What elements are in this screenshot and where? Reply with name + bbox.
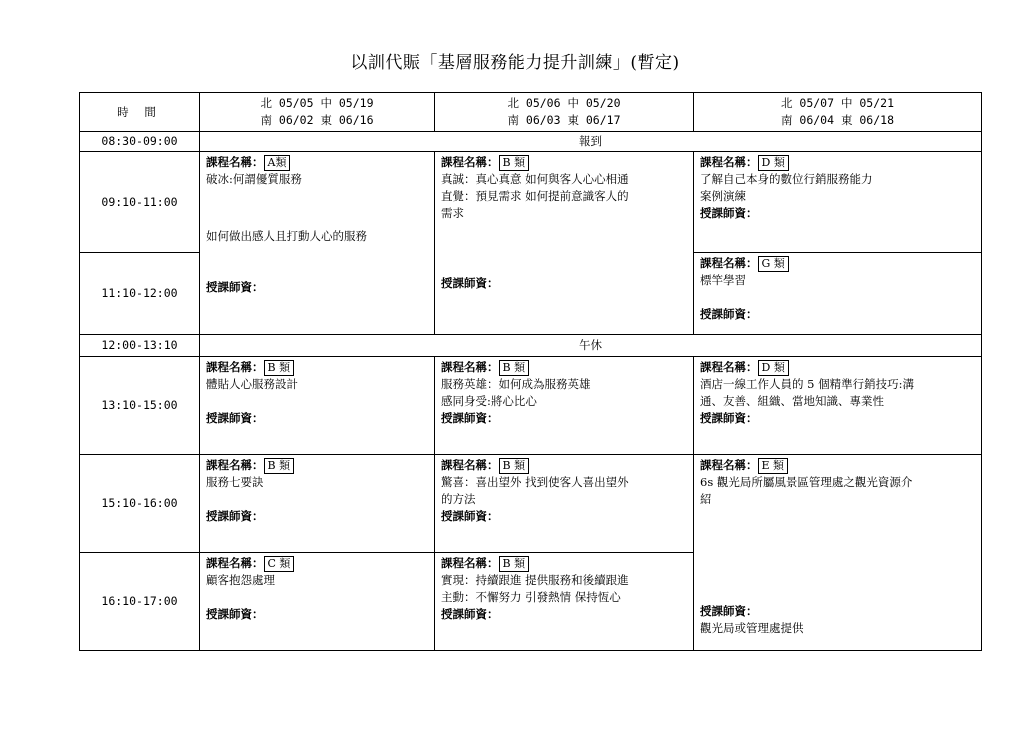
course-line: 酒店一線工作人員的 5 個精準行銷技巧:溝 [700,377,915,391]
teacher-label: 授課師資： [441,411,499,425]
course-line: 6s 觀光局所屬風景區管理處之觀光資源介 [700,475,913,489]
category-badge: B 類 [499,458,530,474]
teacher-label: 授課師資： [206,280,264,294]
teacher-label: 授課師資： [441,607,499,621]
course-cell-d2-am [435,152,694,335]
day1-header [200,93,435,132]
course-cell-d1-p3 [200,553,435,651]
course-cell-d2-p3 [435,553,694,651]
day2-header [435,93,694,132]
row-0910 [80,152,982,253]
course-cell-d3-p2 [694,455,982,651]
course-line: 需求 [441,206,464,220]
document-title: 以訓代賑「基層服務能力提升訓練」(暫定) [350,53,680,73]
teacher-label: 授課師資： [206,509,264,523]
course-line: 破冰:何謂優質服務 [206,172,302,186]
course-line: 案例演練 [700,189,746,203]
row-1510 [80,455,982,553]
time-header: 時 間 [80,93,200,132]
course-label: 課程名稱： [700,458,758,472]
course-line: 的方法 [441,492,476,506]
course-line: 體貼人心服務設計 [206,377,298,391]
teacher-label: 授課師資： [441,276,499,290]
teacher-value: 觀光局或管理處提供 [700,621,804,635]
course-cell-d1-am [200,152,435,335]
row-1310 [80,357,982,455]
teacher-label: 授課師資： [700,411,758,425]
course-label: 課程名稱： [206,155,264,169]
course-cell-d3-p1 [694,357,982,455]
course-label: 課程名稱： [441,556,499,570]
schedule-table [79,92,982,651]
teacher-label: 授課師資： [206,411,264,425]
course-label: 課程名稱： [700,360,758,374]
category-badge: E 類 [758,458,789,474]
category-badge: B 類 [499,360,530,376]
course-label: 課程名稱： [206,458,264,472]
category-badge: C 類 [264,556,295,572]
time-cell: 09:10-11:00 [80,152,200,253]
category-badge: B 類 [499,556,530,572]
category-badge: G 類 [758,256,789,272]
course-label: 課程名稱： [441,155,499,169]
course-line: 通、友善、組織、當地知識、專業性 [700,394,884,408]
day1-header-line2: 南 06/02 東 06/16 [260,113,374,127]
course-line: 直覺：預見需求 如何提前意識客人的 [441,189,629,203]
time-cell: 11:10-12:00 [80,253,200,335]
course-label: 課程名稱： [441,360,499,374]
course-cell-d2-p2 [435,455,694,553]
course-line: 紹 [700,492,712,506]
day3-header-line2: 南 06/04 東 06/18 [780,113,894,127]
course-label: 課程名稱： [700,256,758,270]
teacher-label: 授課師資： [700,206,758,220]
course-line: 服務英雄：如何成為服務英雄 [441,377,591,391]
row-1200 [80,335,982,357]
time-cell: 08:30-09:00 [80,132,200,152]
course-cell-d1-p2 [200,455,435,553]
day3-header [694,93,982,132]
course-cell-d3-am1 [694,152,982,253]
header-row [80,93,982,132]
course-cell-d2-p1 [435,357,694,455]
lunch-cell: 午休 [200,335,982,357]
course-cell-d1-p1 [200,357,435,455]
teacher-label: 授課師資： [206,607,264,621]
row-0830 [80,132,982,152]
course-line: 真誠：真心真意 如何與客人心心相通 [441,172,629,186]
course-label: 課程名稱： [206,360,264,374]
course-line: 顧客抱怨處理 [206,573,275,587]
category-badge: D 類 [758,360,789,376]
course-line: 實現：持續跟進 提供服務和後續跟進 [441,573,629,587]
category-badge: D 類 [758,155,789,171]
category-badge: B 類 [264,360,295,376]
course-cell-d3-am2 [694,253,982,335]
teacher-label: 授課師資： [441,509,499,523]
teacher-label: 授課師資： [700,604,758,618]
time-cell: 12:00-13:10 [80,335,200,357]
course-label: 課程名稱： [700,155,758,169]
day2-header-line2: 南 06/03 東 06/17 [507,113,621,127]
category-badge: B 類 [264,458,295,474]
time-cell: 15:10-16:00 [80,455,200,553]
day2-header-line1: 北 05/06 中 05/20 [507,96,621,110]
time-cell: 16:10-17:00 [80,553,200,651]
course-label: 課程名稱： [206,556,264,570]
day1-header-line1: 北 05/05 中 05/19 [260,96,374,110]
teacher-label: 授課師資： [700,307,758,321]
day3-header-line1: 北 05/07 中 05/21 [780,96,894,110]
category-badge: A類 [264,155,291,171]
course-label: 課程名稱： [441,458,499,472]
course-line: 了解自己本身的數位行銷服務能力 [700,172,873,186]
course-line: 感同身受:將心比心 [441,394,537,408]
course-line: 主動：不懈努力 引發熱情 保持恆心 [441,590,621,604]
time-cell: 13:10-15:00 [80,357,200,455]
category-badge: B 類 [499,155,530,171]
course-line: 驚喜：喜出望外 找到使客人喜出望外 [441,475,629,489]
course-line: 服務七要訣 [206,475,264,489]
course-line: 標竿學習 [700,273,746,287]
course-line: 如何做出感人且打動人心的服務 [206,229,367,243]
registration-cell: 報到 [200,132,982,152]
